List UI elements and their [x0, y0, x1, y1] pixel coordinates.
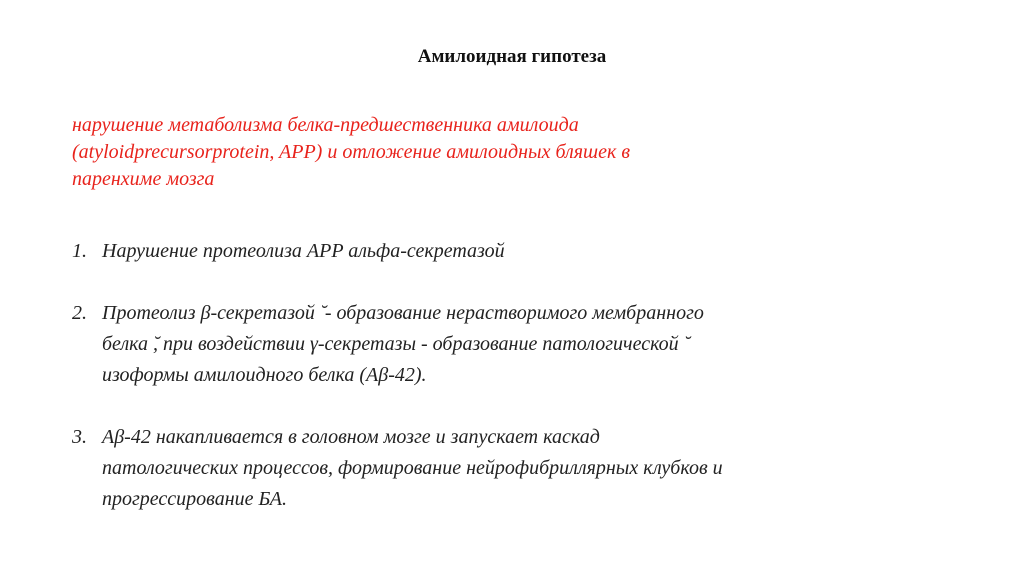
list-item-number: 1.	[72, 240, 87, 262]
list-item-2	[72, 298, 932, 391]
intro-line: нарушение метаболизма белка-предшественника амилоида	[72, 114, 579, 136]
list-item-number: 3.	[72, 426, 87, 448]
numbered-list	[72, 236, 932, 515]
intro-paragraph	[72, 112, 832, 193]
list-item-text: изоформы амилоидного белка (Aβ-42).	[102, 364, 427, 386]
list-item-3	[72, 422, 932, 515]
list-item-text: Протеолиз β-секретазой ̆ - образование нерастворимого мембранного	[102, 302, 704, 324]
intro-line: (atyloidprecursorprotein, APP) и отложение амилоидных бляшек в	[72, 141, 631, 163]
list-item-text: белка ̆, при воздействии γ-секретазы - образование патологической ̆	[102, 333, 684, 355]
list-item-text: Нарушение протеолиза APP альфа-секретазой	[102, 240, 505, 262]
intro-line: паренхиме мозга	[72, 168, 215, 190]
list-item-text: прогрессирование БА.	[102, 488, 287, 510]
list-item-1	[72, 236, 932, 267]
list-item-text: патологических процессов, формирование нейрофибриллярных клубков и	[102, 457, 723, 479]
list-item-number: 2.	[72, 302, 87, 324]
list-item-text: Aβ-42 накапливается в головном мозге и запускает каскад	[102, 426, 600, 448]
slide-title: Амилоидная гипотеза	[417, 46, 607, 67]
